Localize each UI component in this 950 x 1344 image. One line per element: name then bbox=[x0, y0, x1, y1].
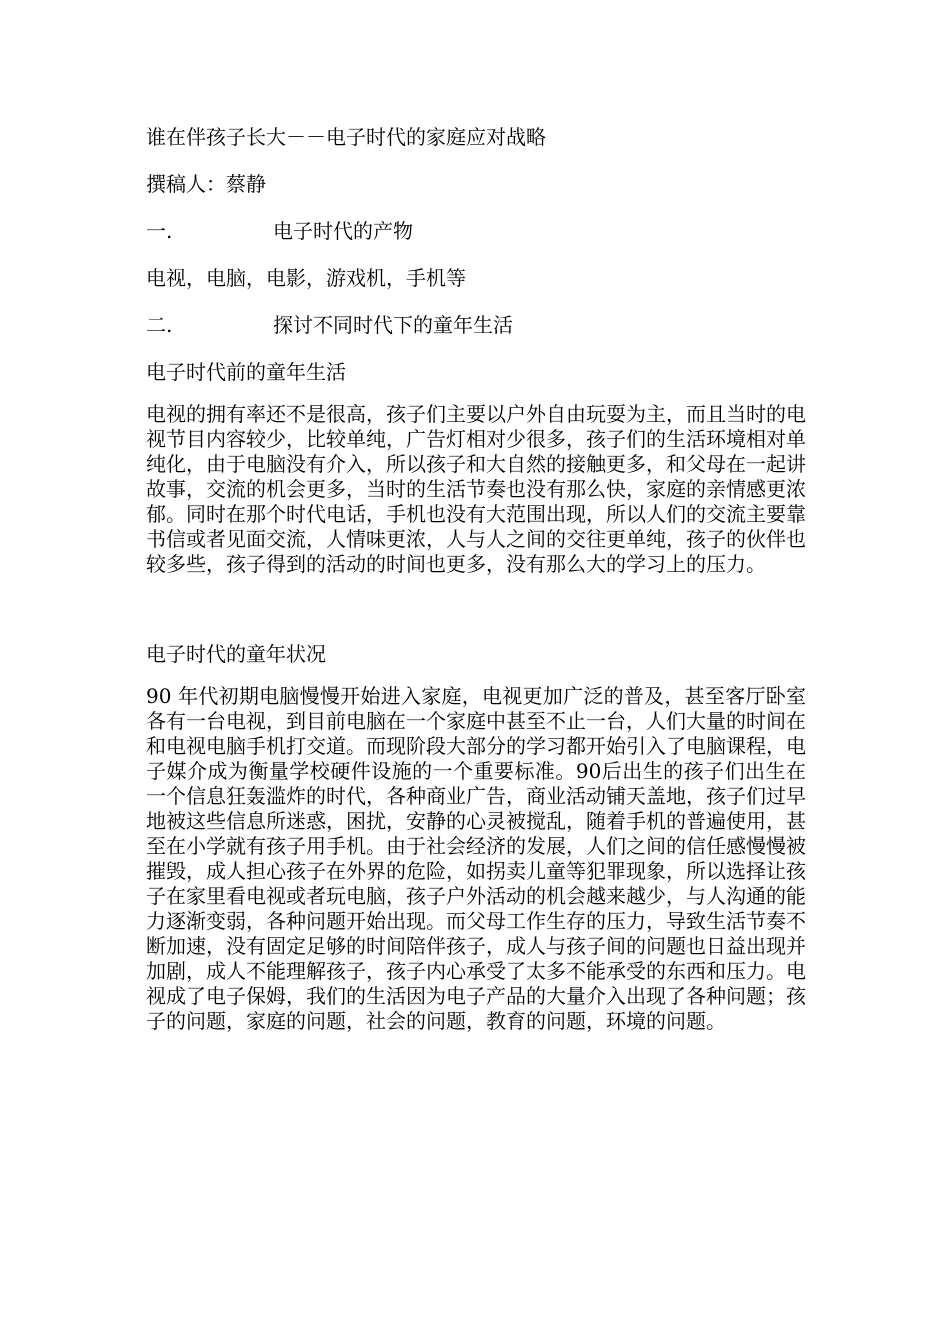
paragraph-electronic-era: 90 年代初期电脑慢慢开始进入家庭，电视更加广泛的普及，甚至客厅卧室各有一台电视，到目前电脑在一个家庭中甚至不止一台，人们大量的时间在和电视电脑手机打交道。而现阶段大部分的学习都开始引入了电脑课程，电子媒介成为衡量学校硬件设施的一个重要标准。90后出生的孩子们出生在一个信息狂轰滥炸的时代，各种商业广告，商业活动铺天盖地，孩子们过早地被这些信息所迷惑，困扰，安静的心灵被搅乱，随着手机的普遍使用，甚至在小学就有孩子用手机。由于社会经济的发展，人们之间的信任感慢慢被摧毁，成人担心孩子在外界的危险，如拐卖儿童等犯罪现象，所以选择让孩子在家里看电视或者玩电脑，孩子户外活动的机会越来越少，与人沟通的能力逐渐变弱，各种问题开始出现。而父母工作生存的压力，导致生活节奏不断加速，没有固定足够的时间陪伴孩子，成人与孩子间的问题也日益出现并加剧，成人不能理解孩子，孩子内心承受了太多不能承受的东西和压力。电视成了电子保姆，我们的生活因为电子产品的大量介入出现了各种问题；孩子的问题，家庭的问题，社会的问题，教育的问题，环境的问题。 bbox=[146, 684, 806, 1033]
subheading-electronic-era: 电子时代的童年状况 bbox=[146, 642, 326, 666]
author-line: 撰稿人：蔡静 bbox=[146, 172, 266, 196]
section-heading-text: 探讨不同时代下的童年生活 bbox=[273, 313, 513, 337]
section-heading-text: 电子时代的产物 bbox=[273, 219, 413, 243]
paragraph-pre-electronic: 电视的拥有率还不是很高，孩子们主要以户外自由玩耍为主，而且当时的电视节目内容较少，比较单纯，广告灯相对少很多，孩子们的生活环境相对单纯化，由于电脑没有介入，所以孩子和大自然的接触更多，和父母在一起讲故事，交流的机会更多，当时的生活节奏也没有那么快，家庭的亲情感更浓郁。同时在那个时代电话，手机也没有大范围出现，所以人们的交流主要靠书信或者见面交流，人情味更浓，人与人之间的交往更单纯，孩子的伙伴也较多些，孩子得到的活动的时间也更多，没有那么大的学习上的压力。 bbox=[146, 402, 806, 576]
section-number: 二. bbox=[146, 313, 173, 337]
subheading-pre-electronic: 电子时代前的童年生活 bbox=[146, 360, 346, 384]
document-title: 谁在伴孩子长大－－电子时代的家庭应对战略 bbox=[146, 125, 546, 149]
section-number: 一. bbox=[146, 219, 173, 243]
document-body bbox=[146, 120, 806, 1034]
section-heading-1 bbox=[146, 214, 806, 248]
section-heading-2 bbox=[146, 308, 806, 342]
items-line: 电视，电脑，电影，游戏机，手机等 bbox=[146, 266, 466, 290]
